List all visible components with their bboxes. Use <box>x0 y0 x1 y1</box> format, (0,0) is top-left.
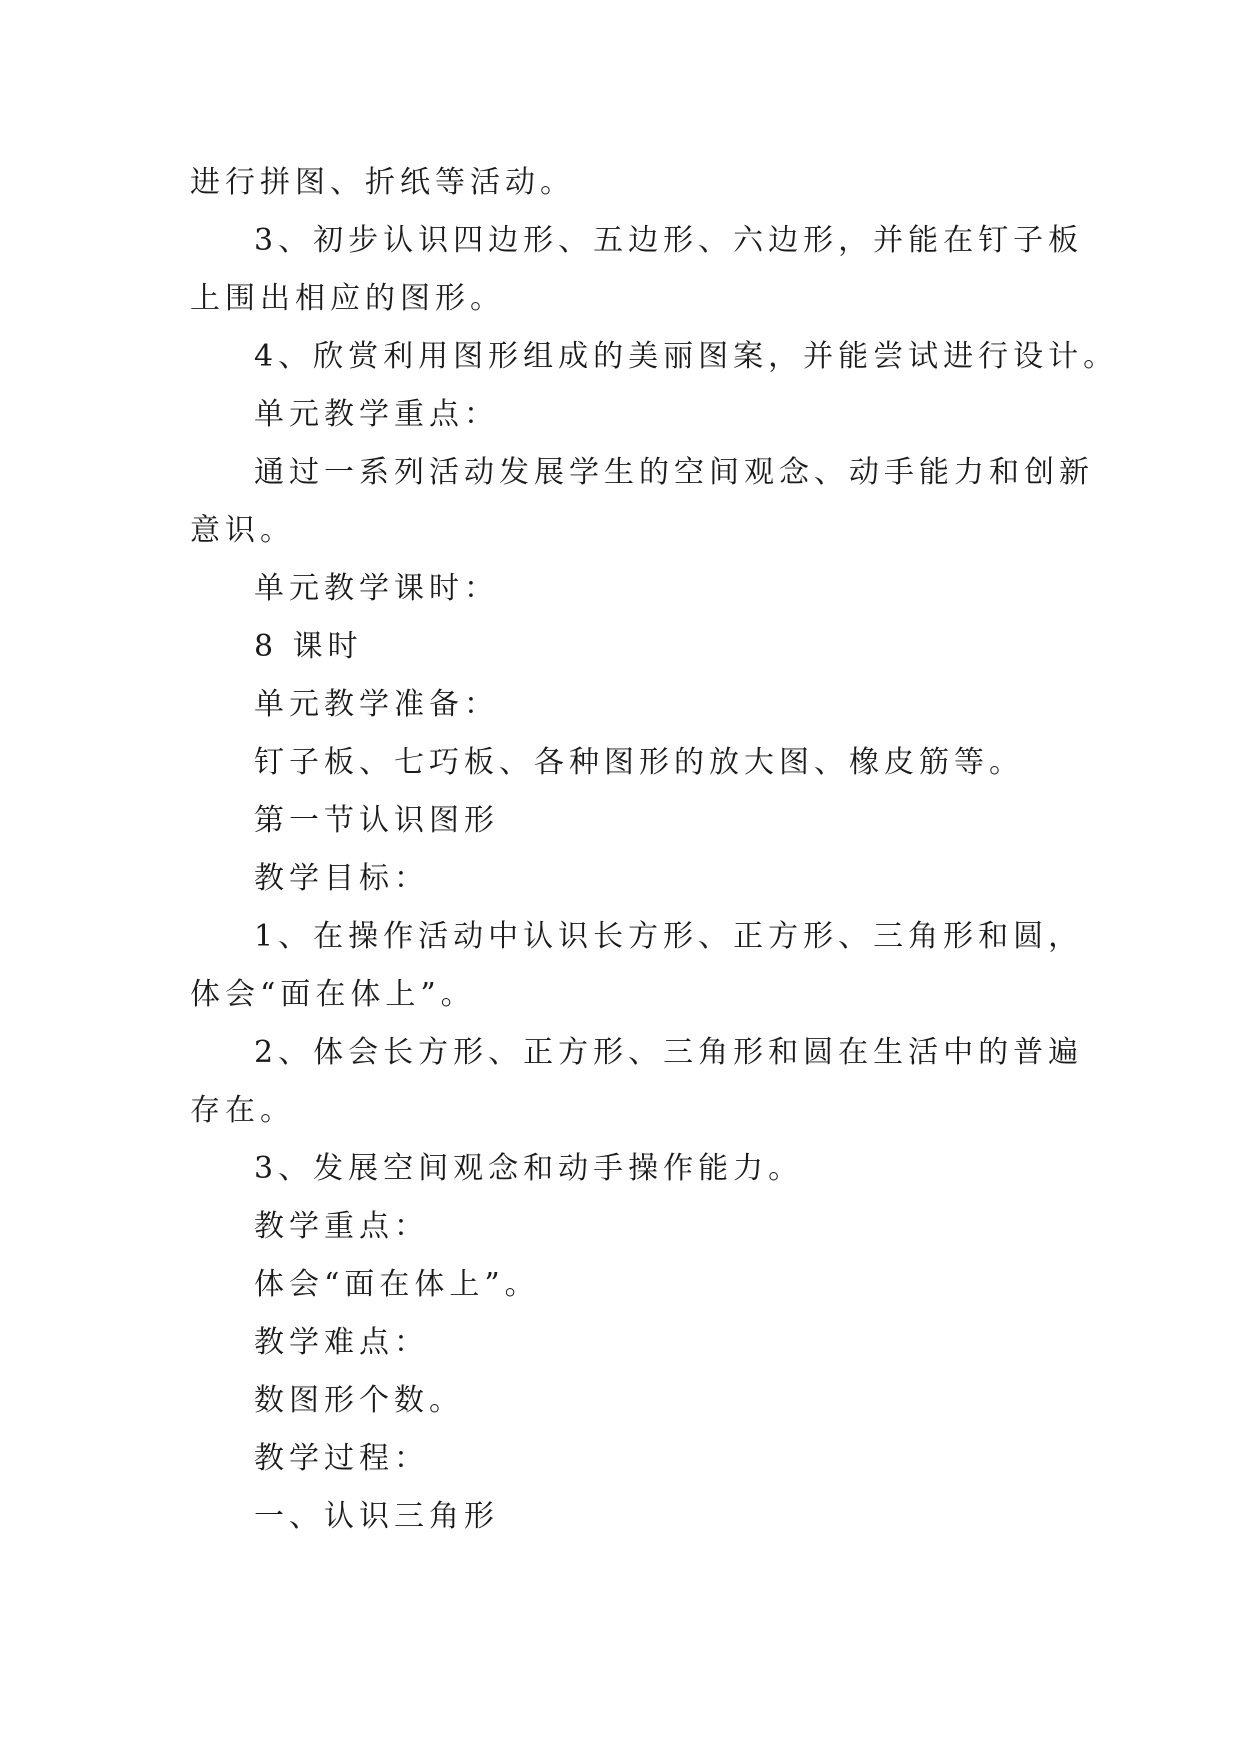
text-line: 意识。 <box>190 513 295 548</box>
text-line: 数图形个数。 <box>254 1383 464 1418</box>
text-line: 进行拼图、折纸等活动。 <box>190 165 575 200</box>
section-heading: 单元教学重点： <box>254 397 499 432</box>
section-heading: 单元教学准备： <box>254 687 499 722</box>
section-heading: 教学目标： <box>254 861 429 896</box>
text-line: 4、欣赏利用图形组成的美丽图案，并能尝试进行设计。 <box>254 339 1119 374</box>
text-line: 2、体会长方形、正方形、三角形和圆在生活中的普遍 <box>254 1035 1084 1070</box>
text-line: 体会“面在体上”。 <box>190 977 476 1012</box>
text-line: 上围出相应的图形。 <box>190 281 505 316</box>
section-heading: 教学难点： <box>254 1325 429 1360</box>
section-heading: 教学过程： <box>254 1441 429 1476</box>
section-heading: 教学重点： <box>254 1209 429 1244</box>
text-line: 1、在操作活动中认识长方形、正方形、三角形和圆， <box>254 919 1084 954</box>
section-title: 第一节认识图形 <box>254 803 499 838</box>
text-line: 3、发展空间观念和动手操作能力。 <box>254 1151 804 1186</box>
text-line: 通过一系列活动发展学生的空间观念、动手能力和创新 <box>254 455 1094 490</box>
text-line: 体会“面在体上”。 <box>254 1267 540 1302</box>
text-line: 钉子板、七巧板、各种图形的放大图、橡皮筋等。 <box>254 745 1024 780</box>
text-line: 存在。 <box>190 1093 295 1128</box>
subsection-heading: 一、认识三角形 <box>254 1499 499 1534</box>
text-line: 8 课时 <box>254 629 363 664</box>
document-body <box>190 154 1119 1546</box>
section-heading: 单元教学课时： <box>254 571 499 606</box>
text-line: 3、初步认识四边形、五边形、六边形，并能在钉子板 <box>254 223 1084 258</box>
